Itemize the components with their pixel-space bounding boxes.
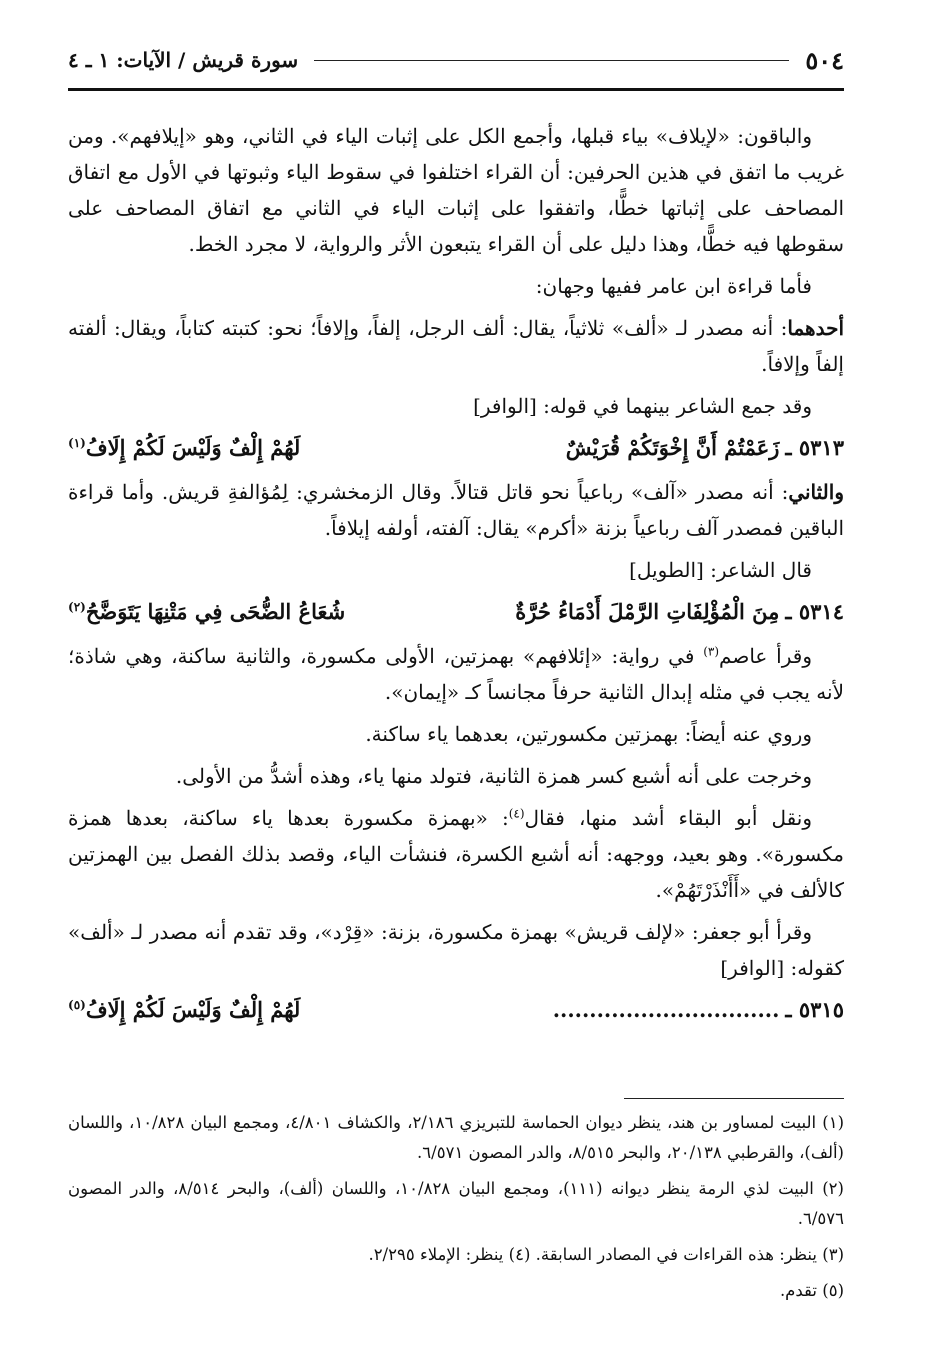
paragraph: والباقون: «لإيلاف» بياء قبلها، وأجمع الكل على إثبات الياء في الثاني، وهو «إيلافهم». ومن غريب ما اتفق في هذين الحرفين: أن القراء اختلفوا في سقوط الياء وثبوتها في الأول مع اتفاق المصاحف على إثباتها خطًّا، واتفقوا على إثبات الياء في الثاني مع اتفاق المصاحف على سقوطها فيه خطًّا، وهذا دليل على أن القراء يتبعون الأثر والرواية، لا مجرد الخط. — [68, 124, 844, 256]
header-rule — [314, 60, 789, 61]
page-header — [68, 38, 844, 82]
footnote: (٣) ينظر: هذه القراءات في المصادر السابقة. (٤) ينظر: الإملاء ٢/٢٩٥. — [368, 1245, 844, 1264]
verse-first-hemistich: مِنَ الْمُؤْلِفَاتِ الرَّمْلَ أَدْمَاءُ حُرَّةٌ — [515, 599, 780, 624]
paragraph — [68, 800, 844, 908]
page-number: ٥٠٤ — [805, 45, 844, 75]
paragraph-text: ونقل أبو البقاء أشد منها، فقال — [524, 806, 812, 830]
footnote-ref: (٤) — [508, 806, 525, 821]
verse-line — [68, 992, 844, 1028]
footnote: (٢) البيت لذي الرمة ينظر ديوانه (١١١)، ومجمع البيان ١٠/٨٢٨، واللسان (ألف)، والبحر ٨/٥١٤، والدر المصون ٦/٥٧٦. — [68, 1179, 844, 1228]
footnote-ref: (٣) — [703, 644, 720, 659]
paragraph — [68, 474, 844, 546]
paragraph — [68, 310, 844, 382]
paragraph: فأما قراءة ابن عامر ففيها وجهان: — [535, 274, 812, 298]
verse-first-hemistich: زَعَمْتُمْ أَنَّ إِخْوَتَكُمْ قُرَيْشٌ — [565, 435, 780, 460]
paragraph-text: وقرأ عاصم — [719, 644, 812, 668]
verse-line — [68, 430, 844, 466]
lead-word: والثاني — [788, 480, 844, 504]
paragraph: وقد جمع الشاعر بينهما في قوله: [الوافر] — [473, 394, 812, 418]
paragraph-text: : «بهمزة مكسورة بعدها ياء ساكنة، بعدها همزة مكسورة». وهو بعيد، ووجهه: أنه أشبع الكسرة، فنشأت الياء، وقصد بذلك الفصل بين الهمزتين كالألف في «أَأَنْذَرْتَهُمْ». — [68, 806, 844, 902]
paragraph — [68, 638, 844, 710]
footnote: (٥) تقدم. — [779, 1281, 844, 1300]
footnote-ref: (٥) — [68, 998, 86, 1012]
verse-second-hemistich — [68, 992, 300, 1028]
header-divider — [68, 88, 844, 91]
verse-text: لَهُمْ إِلْفٌ وَلَيْسَ لَكُمْ إِلَافُ — [85, 997, 301, 1022]
paragraph-text: : أنه مصدر «آلف» رباعياً نحو قاتل قتالاً. وقال الزمخشري: لِمُؤالفةِ قريش. وأما قراءة الباقين فمصدر آلف رباعياً بزنة «أكرم» يقال: آلفته، أولفه إيلافاً. — [68, 480, 844, 540]
verse-number: ٥٣١٤ ـ — [785, 599, 844, 624]
paragraph: وقرأ أبو جعفر: «لإلف قريش» بهمزة مكسورة، بزنة: «قِرْد»، وقد تقدم أنه مصدر لـ «ألف» كقوله: [الوافر] — [68, 920, 844, 980]
paragraph: وروي عنه أيضاً: بهمزتين مكسورتين، بعدهما ياء ساكنة. — [365, 722, 812, 746]
footnotes — [68, 1108, 844, 1312]
verse-line — [68, 594, 844, 630]
running-title: سورة قريش / الآيات: ١ ـ ٤ — [68, 48, 299, 72]
paragraph-text: في رواية: «إئلافهم» بهمزتين، الأولى مكسورة، والثانية ساكنة، وهي شاذة؛ لأنه يجب في مثله إبدال الثانية حرفاً مجانساً كـ «إيمان». — [68, 644, 844, 704]
lead-word: أحدهما — [787, 316, 844, 340]
footnote-ref: (١) — [68, 436, 86, 450]
verse-text: شُعَاعُ الضُّحَى فِي مَتْنِهَا يَتَوَضَّحُ — [85, 599, 346, 624]
verse-text: لَهُمْ إِلْفٌ وَلَيْسَ لَكُمْ إِلَافُ — [85, 435, 301, 460]
paragraph: وخرجت على أنه أشبع كسر همزة الثانية، فتولد منها ياء، وهذه أشدُّ من الأولى. — [175, 764, 812, 788]
footnote-ref: (٢) — [68, 600, 86, 614]
verse-first-hemistich: ............................... — [552, 997, 780, 1022]
verse-second-hemistich — [68, 594, 345, 630]
paragraph: قال الشاعر: [الطويل] — [629, 558, 812, 582]
verse-number: ٥٣١٣ ـ — [785, 435, 844, 460]
footnote-divider — [624, 1098, 844, 1099]
footnote: (١) البيت لمساور بن هند، ينظر ديوان الحماسة للتبريزي ٢/١٨٦، والكشاف ٤/٨٠١، ومجمع البيان ١٠/٨٢٨، واللسان (ألف)، والقرطبي ٢٠/١٣٨، والبحر ٨/٥١٥، والدر المصون ٦/٥٧١. — [68, 1113, 844, 1162]
verse-second-hemistich — [68, 430, 300, 466]
verse-number: ٥٣١٥ ـ — [785, 997, 844, 1022]
paragraph-text: : أنه مصدر لـ «ألف» ثلاثياً، يقال: ألف الرجل، إلفاً، وإلافاً؛ نحو: كتبته كتاباً، ويقال: ألفته إلفاً وإلافاً. — [68, 316, 844, 376]
main-text — [68, 118, 844, 1036]
